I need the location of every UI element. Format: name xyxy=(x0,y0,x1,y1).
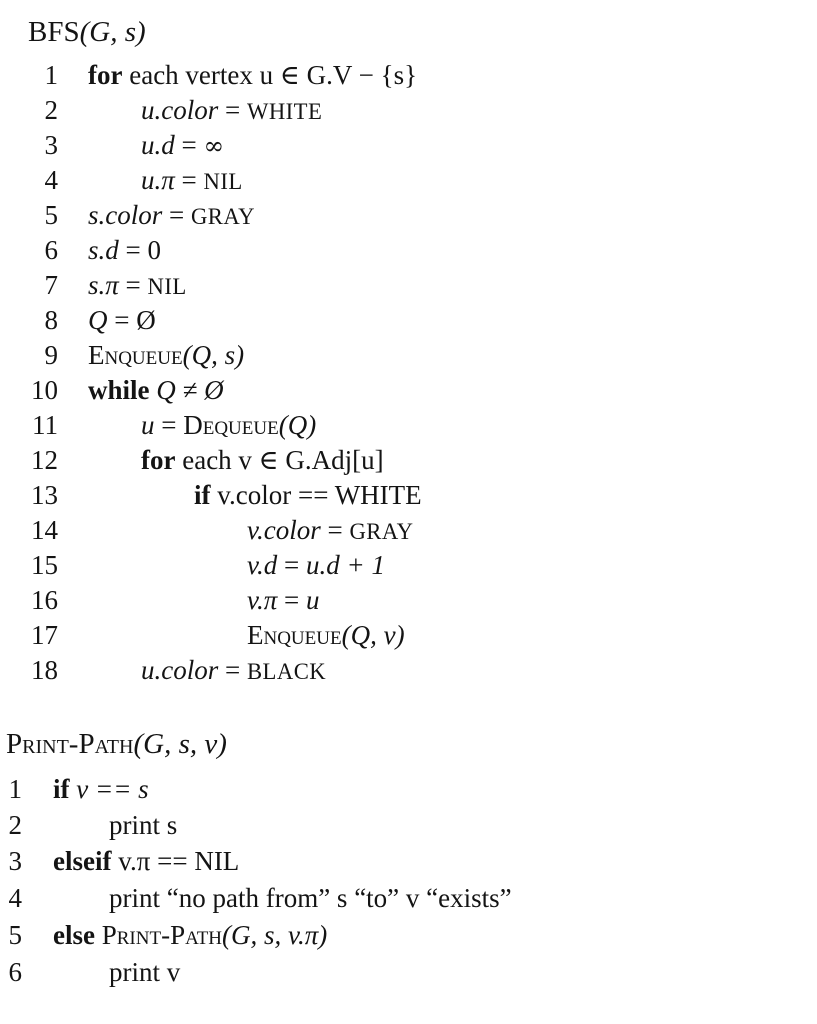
procedure-call: Dequeue xyxy=(183,410,279,440)
keyword: if xyxy=(194,480,211,510)
line-number: 18 xyxy=(31,655,58,685)
keyword: elseif xyxy=(53,846,112,876)
line-number: 17 xyxy=(31,620,58,650)
keyword: while xyxy=(88,375,150,405)
line-number: 6 xyxy=(8,957,22,987)
rhs: 0 xyxy=(147,235,161,265)
code-text xyxy=(88,60,417,91)
code-text xyxy=(141,410,316,441)
print-path-title xyxy=(6,728,227,761)
bfs-title xyxy=(28,16,146,49)
lhs: s.π xyxy=(88,270,119,300)
code-text xyxy=(88,375,224,406)
procedure-args: (G, s, v) xyxy=(133,728,227,760)
statement: v.π == NIL xyxy=(118,846,240,876)
code-text xyxy=(247,585,320,616)
lhs: v.π xyxy=(247,585,278,615)
rhs: ∞ xyxy=(203,131,225,160)
line-number: 10 xyxy=(31,375,58,405)
code-text xyxy=(141,165,243,196)
keyword: for xyxy=(141,445,176,475)
lhs: v.d xyxy=(247,550,278,580)
code-text: print v xyxy=(109,957,181,987)
call-args: (Q, s) xyxy=(182,340,245,370)
line-number: 1 xyxy=(44,60,58,90)
call-args: (G, s, v.π) xyxy=(222,920,328,950)
keyword: if xyxy=(53,774,70,804)
rhs: GRAY xyxy=(349,519,414,544)
operator: = xyxy=(118,235,148,265)
lhs: u.color xyxy=(141,655,219,685)
line-number: 3 xyxy=(8,846,22,876)
code-text xyxy=(194,480,422,511)
lhs: v.color xyxy=(247,515,321,545)
keyword: else xyxy=(53,920,95,950)
operator: = xyxy=(107,305,137,335)
code-text xyxy=(53,846,239,877)
code-text xyxy=(247,515,413,546)
line-number: 2 xyxy=(44,95,58,125)
operator: = xyxy=(162,200,191,230)
code-text: print s xyxy=(109,810,178,840)
rhs: Ø xyxy=(136,305,156,335)
procedure-name: Print-Path xyxy=(6,728,134,760)
lhs: u.π xyxy=(141,165,175,195)
procedure-args: (G, s) xyxy=(79,16,146,48)
statement: each vertex u ∈ G.V − {s} xyxy=(129,60,418,90)
code-text xyxy=(247,550,385,581)
call-args: (Q, v) xyxy=(341,620,405,650)
lhs: s.color xyxy=(88,200,163,230)
code-text xyxy=(53,774,149,805)
line-number: 2 xyxy=(8,810,22,840)
code-text xyxy=(88,270,187,301)
operator: = xyxy=(118,270,148,300)
code-text xyxy=(141,130,224,161)
line-number: 8 xyxy=(44,305,58,335)
line-number: 7 xyxy=(44,270,58,300)
call-args: (Q) xyxy=(278,410,317,440)
operator: = xyxy=(218,655,247,685)
lhs: s.d xyxy=(88,235,119,265)
keyword: for xyxy=(88,60,123,90)
procedure-call: Enqueue xyxy=(247,620,342,650)
rhs: NIL xyxy=(147,274,187,299)
line-number: 4 xyxy=(44,165,58,195)
code-text xyxy=(141,445,384,476)
code-text xyxy=(88,305,156,336)
code-text xyxy=(88,340,244,371)
line-number: 6 xyxy=(44,235,58,265)
line-number: 16 xyxy=(31,585,58,615)
line-number: 13 xyxy=(31,480,58,510)
rhs: u xyxy=(306,585,320,615)
rhs: BLACK xyxy=(246,659,327,684)
line-number: 14 xyxy=(31,515,58,545)
statement: v == s xyxy=(76,774,149,804)
procedure-call: Enqueue xyxy=(88,340,183,370)
statement: Q ≠ Ø xyxy=(156,375,224,405)
code-text xyxy=(88,235,161,266)
line-number: 5 xyxy=(44,200,58,230)
statement: v.color == WHITE xyxy=(217,480,422,510)
procedure-name: BFS xyxy=(28,16,80,48)
lhs: u.color xyxy=(141,95,219,125)
operator: = xyxy=(154,410,184,440)
operator: = xyxy=(277,550,306,580)
line-number: 3 xyxy=(44,130,58,160)
line-number: 12 xyxy=(31,445,58,475)
line-number: 9 xyxy=(44,340,58,370)
code-text xyxy=(141,655,326,686)
operator: = xyxy=(174,165,204,195)
code-text xyxy=(141,95,322,126)
statement: each v ∈ G.Adj[u] xyxy=(182,445,384,475)
code-text xyxy=(88,200,255,231)
procedure-call: Print-Path xyxy=(101,920,223,950)
operator: = xyxy=(174,130,204,160)
operator: = xyxy=(277,585,306,615)
code-text xyxy=(53,920,327,951)
line-number: 11 xyxy=(32,410,58,440)
line-number: 5 xyxy=(8,920,22,950)
rhs: GRAY xyxy=(190,204,255,229)
lhs: Q xyxy=(88,305,108,335)
lhs: u.d xyxy=(141,130,175,160)
operator: = xyxy=(218,95,247,125)
operator: = xyxy=(320,515,350,545)
rhs: u.d + 1 xyxy=(305,550,385,580)
line-number: 1 xyxy=(8,774,22,804)
line-number: 15 xyxy=(31,550,58,580)
lhs: u xyxy=(141,410,155,440)
line-number: 4 xyxy=(8,883,22,913)
code-text: print “no path from” s “to” v “exists” xyxy=(109,883,512,913)
rhs: NIL xyxy=(203,169,243,194)
code-text xyxy=(247,620,405,651)
rhs: WHITE xyxy=(246,99,323,124)
